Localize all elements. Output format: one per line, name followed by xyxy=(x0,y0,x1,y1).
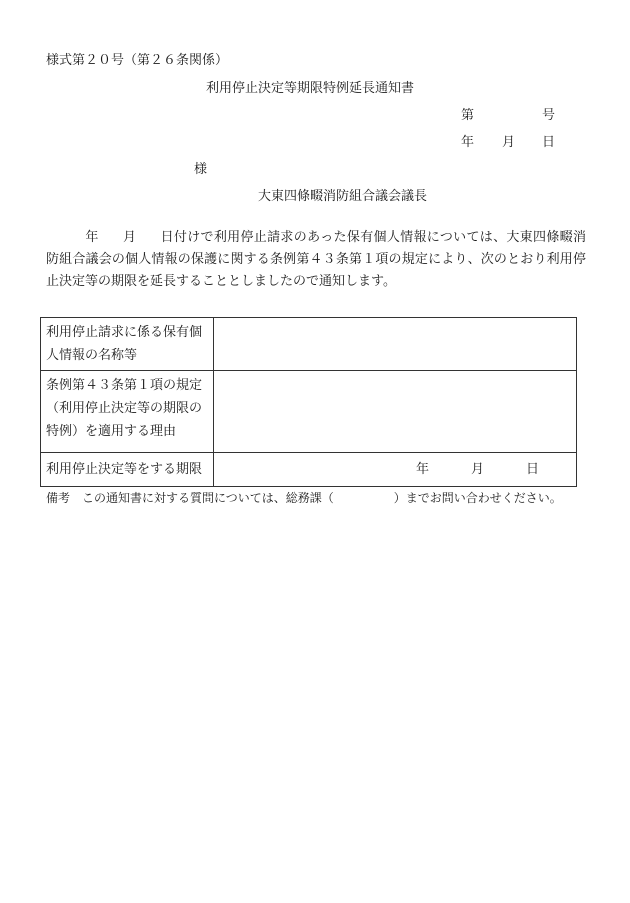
label-line: （利用停止決定等の期限の xyxy=(46,401,203,416)
document-title: 利用停止決定等期限特例延長通知書 xyxy=(206,81,415,96)
label-line: 利用停止決定等をする期限 xyxy=(46,462,203,477)
row-label xyxy=(41,453,214,487)
issue-date-day: 日 xyxy=(542,135,556,150)
row-value-deadline xyxy=(214,453,577,487)
label-line: 特例）を適用する理由 xyxy=(46,424,177,439)
row-label xyxy=(41,318,214,371)
addressee-suffix: 様 xyxy=(194,162,208,177)
body-month: 月 xyxy=(122,230,137,245)
label-line: 利用停止請求に係る保有個 xyxy=(46,325,203,340)
notice-table xyxy=(40,317,577,487)
deadline-year: 年 xyxy=(415,462,429,477)
body-year: 年 xyxy=(85,230,99,245)
form-number: 様式第２０号（第２６条関係） xyxy=(46,53,229,68)
doc-number-dai: 第 xyxy=(461,108,475,123)
row-label xyxy=(41,371,214,453)
label-line: 条例第４３条第１項の規定 xyxy=(46,378,203,393)
row-value xyxy=(214,371,577,453)
table-row xyxy=(41,453,577,487)
note: 備考 この通知書に対する質問については、総務課（ ）までお問い合わせください。 xyxy=(46,491,562,505)
deadline-month: 月 xyxy=(470,462,484,477)
table-row xyxy=(41,318,577,371)
deadline-day: 日 xyxy=(525,462,539,477)
doc-number-go: 号 xyxy=(542,108,556,123)
label-line: 人情報の名称等 xyxy=(46,348,138,363)
body-text: 日付けで利用停止請求のあった保有個人情報については、大東四條畷消防組合議会の個人情報の保護に関する条例第４３条第１項の規定により、次のとおり利用停止決定等の期限を延長することとしましたので通知します。 xyxy=(46,230,586,289)
body-paragraph xyxy=(46,227,586,293)
table-row xyxy=(41,371,577,453)
issue-date-month: 月 xyxy=(502,135,516,150)
row-value xyxy=(214,318,577,371)
issuer-name: 大東四條畷消防組合議会議長 xyxy=(258,189,428,204)
issue-date-year: 年 xyxy=(461,135,475,150)
